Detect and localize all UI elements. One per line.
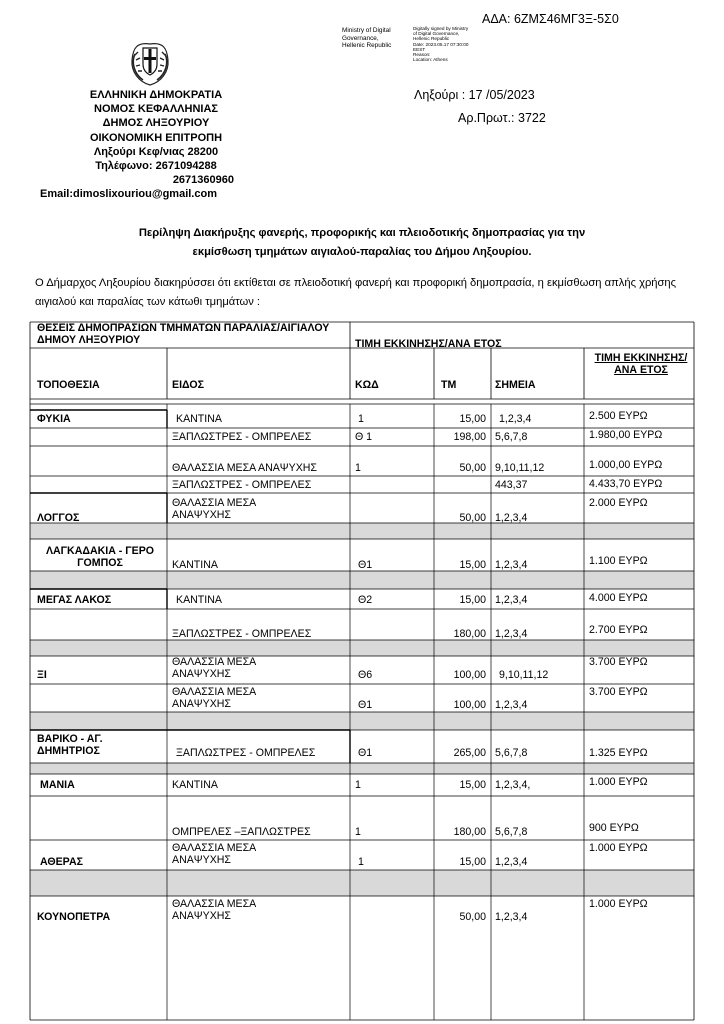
row-location: ΛΑΓΚΑΔΑΚΙΑ - ΓΕΡΟ ΓΟΜΠΟΣ xyxy=(45,545,155,569)
column-header-price: ΤΙΜΗ ΕΚΚΙΝΗΣΗΣ/ΑΝΑ ΕΤΟΣ xyxy=(594,352,688,376)
row-points: 1,2,3,4 xyxy=(495,594,528,606)
signature-detail-line: Location: Athens xyxy=(413,57,448,63)
row-points: 5,6,7,8 xyxy=(495,826,528,838)
row-points: 1,2,3,4 xyxy=(495,911,528,923)
row-kind: ΚΑΝΤΙΝΑ xyxy=(176,594,222,606)
row-location: ΞΙ xyxy=(37,669,47,681)
row-kind: ΚΑΝΤΙΝΑ xyxy=(172,779,218,791)
row-code: Θ1 xyxy=(358,559,373,571)
row-sqm: 50,00 xyxy=(459,462,486,474)
row-price: 1.325 ΕΥΡΩ xyxy=(589,747,648,759)
row-points: 443,37 xyxy=(495,479,528,491)
row-location: ΒΑΡΙΚΟ - ΑΓ. ΔΗΜΗΤΡΙΟΣ xyxy=(37,733,103,757)
row-price: 4.000 ΕΥΡΩ xyxy=(589,592,648,604)
row-location: ΜΕΓΑΣ ΛΑΚΟΣ xyxy=(37,594,112,606)
shaded-separator-row xyxy=(30,870,694,896)
row-price: 1.000 ΕΥΡΩ xyxy=(589,842,648,854)
row-points: 1,2,3,4 xyxy=(495,699,528,711)
row-sqm: 198,00 xyxy=(453,431,486,443)
row-sqm: 180,00 xyxy=(453,628,486,640)
row-sqm: 15,00 xyxy=(459,856,486,868)
row-price: 3.700 ΕΥΡΩ xyxy=(589,686,648,698)
row-sqm: 15,00 xyxy=(459,594,486,606)
shaded-separator-row xyxy=(30,523,694,539)
signature-detail-line: of Digital Governance, xyxy=(413,31,460,37)
row-kind: ΚΑΝΤΙΝΑ xyxy=(176,413,222,425)
row-code: Θ2 xyxy=(358,594,373,606)
row-price: 1.100 ΕΥΡΩ xyxy=(589,555,648,567)
row-sqm: 15,00 xyxy=(459,779,486,791)
shaded-separator-row xyxy=(30,571,694,589)
document-date: Ληξούρι : 17 /05/2023 xyxy=(414,88,535,102)
row-code: 1 xyxy=(358,856,364,868)
org-municipality: ΔΗΜΟΣ ΛΗΞΟΥΡΙΟΥ xyxy=(102,117,210,130)
row-kind: ΘΑΛΑΣΣΙΑ ΜΕΣΑ ΑΝΑΨΥΧΗΣ xyxy=(172,462,317,474)
row-points: 1,2,3,4 xyxy=(499,413,532,425)
row-points: 1,2,3,4, xyxy=(495,779,531,791)
row-sqm: 15,00 xyxy=(459,559,486,571)
row-code: 1 xyxy=(355,779,361,791)
row-location: ΚΟΥΝΟΠΕΤΡΑ xyxy=(37,911,111,923)
shaded-separator-row xyxy=(30,763,694,774)
row-kind: ΞΑΠΛΩΣΤΡΕΣ - ΟΜΠΡΕΛΕΣ xyxy=(176,747,316,759)
org-committee: ΟΙΚΟΝΟΜΙΚΗ ΕΠΙΤΡΟΠΗ xyxy=(89,131,223,144)
row-price: 900 ΕΥΡΩ xyxy=(589,822,639,834)
row-points: 1,2,3,4 xyxy=(495,512,528,524)
signature-detail-line: Digitally signed by Ministry xyxy=(413,26,469,31)
row-code: Θ1 xyxy=(358,699,373,711)
row-kind: ΘΑΛΑΣΣΙΑ ΜΕΣΑ ΑΝΑΨΥΧΗΣ xyxy=(172,656,256,680)
org-email: Email:dimoslixouriou@gmail.com xyxy=(40,188,217,201)
row-kind: ΘΑΛΑΣΣΙΑ ΜΕΣΑ ΑΝΑΨΥΧΗΣ xyxy=(172,686,256,710)
row-points: 1,2,3,4 xyxy=(495,856,528,868)
row-kind: ΘΑΛΑΣΣΙΑ ΜΕΣΑ ΑΝΑΨΥΧΗΣ xyxy=(172,842,256,866)
row-location: ΦΥΚΙΑ xyxy=(37,413,71,425)
row-points: 9,10,11,12 xyxy=(499,669,549,681)
row-kind: ΘΑΛΑΣΣΙΑ ΜΕΣΑ ΑΝΑΨΥΧΗΣ xyxy=(172,898,256,922)
row-sqm: 100,00 xyxy=(453,669,486,681)
row-code: Θ6 xyxy=(358,669,373,681)
row-points: 5,6,7,8 xyxy=(495,431,528,443)
row-location: ΛΟΓΓΟΣ xyxy=(37,512,80,524)
column-header-points: ΣΗΜΕΙΑ xyxy=(495,379,536,391)
shaded-separator-row xyxy=(30,640,694,656)
org-phone: Τηλέφωνο: 2671094288 xyxy=(95,160,217,173)
org-phone-2: 2671360960 xyxy=(172,174,234,187)
row-code: 1 xyxy=(358,413,364,425)
row-kind: ΞΑΠΛΩΣΤΡΕΣ - ΟΜΠΡΕΛΕΣ xyxy=(172,479,312,491)
org-address: Ληξούρι Κεφ/νιας 28200 xyxy=(93,145,219,158)
row-sqm: 180,00 xyxy=(453,826,486,838)
column-header-code: ΚΩΔ xyxy=(355,379,379,391)
signature-detail-line: Date: 2023.05.17 07:30:00 xyxy=(413,41,469,47)
row-price: 2.500 ΕΥΡΩ xyxy=(589,410,648,422)
row-sqm: 50,00 xyxy=(459,512,486,524)
row-price: 3.700 ΕΥΡΩ xyxy=(589,656,648,668)
row-kind: ΟΜΠΡΕΛΕΣ –ΞΑΠΛΩΣΤΡΕΣ xyxy=(172,826,311,838)
row-kind: ΘΑΛΑΣΣΙΑ ΜΕΣΑ ΑΝΑΨΥΧΗΣ xyxy=(172,497,256,521)
ada-code: ΑΔΑ: 6ΖΜΣ46ΜΓ3Ξ-5Σ0 xyxy=(482,12,619,26)
row-price: 1.000 ΕΥΡΩ xyxy=(589,898,648,910)
table-top-header-positions: ΘΕΣΕΙΣ ΔΗΜΟΠΡΑΣΙΩΝ ΤΜΗΜΑΤΩΝ ΠΑΡΑΛΙΑΣ/ΑΙΓΙΑΛΟΥ ΔΗΜΟΥ ΛΗΞΟΥΡΙΟΥ xyxy=(37,322,330,346)
signature-detail-line: Hellenic Republic xyxy=(413,36,450,42)
row-price: 1.000 ΕΥΡΩ xyxy=(589,776,648,788)
row-points: 5,6,7,8 xyxy=(495,747,528,759)
row-location: ΜΑΝΙΑ xyxy=(40,779,75,791)
protocol-number: Αρ.Πρωτ.: 3722 xyxy=(458,111,546,125)
row-points: 1,2,3,4 xyxy=(495,628,528,640)
row-sqm: 50,00 xyxy=(459,911,486,923)
row-points: 1,2,3,4 xyxy=(495,559,528,571)
intro-paragraph: Ο Δήμαρχος Ληξουρίου διακηρύσσει ότι εκτίθεται σε πλειοδοτική φανερή και προφορική δημοπρασία, η εκμίσθωση απλής χρήσης αιγιαλού και παραλίας των κάτωθι τμημάτων : xyxy=(35,277,677,308)
column-header-kind: ΕΙΔΟΣ xyxy=(172,379,204,391)
row-price: 4.433,70 ΕΥΡΩ xyxy=(589,478,663,490)
row-points: 9,10,11,12 xyxy=(495,462,545,474)
signature-detail-line: Reason: xyxy=(413,52,431,58)
signature-detail-line: EEST xyxy=(413,46,426,52)
row-price: 2.700 ΕΥΡΩ xyxy=(589,624,648,636)
row-kind: ΞΑΠΛΩΣΤΡΕΣ - ΟΜΠΡΕΛΕΣ xyxy=(172,628,312,640)
row-price: 2.000 ΕΥΡΩ xyxy=(589,497,648,509)
org-prefecture: ΝΟΜΟΣ ΚΕΦΑΛΛΗΝΙΑΣ xyxy=(94,103,218,116)
signature-issuer-line: Ministry of Digital xyxy=(342,27,391,34)
org-country: ΕΛΛΗΝΙΚΗ ΔΗΜΟΚΡΑΤΙΑ xyxy=(89,89,223,101)
signature-issuer-line: Hellenic Republic xyxy=(342,42,392,50)
row-code: 1 xyxy=(355,462,361,474)
row-code: Θ 1 xyxy=(355,431,373,443)
row-code: Θ1 xyxy=(358,747,373,759)
row-sqm: 265,00 xyxy=(453,747,486,759)
row-sqm: 15,00 xyxy=(459,413,486,425)
row-sqm: 100,00 xyxy=(453,699,486,711)
column-header-location: ΤΟΠΟΘΕΣΙΑ xyxy=(37,379,100,391)
shaded-separator-row xyxy=(30,712,694,730)
row-location: ΑΘΕΡΑΣ xyxy=(40,856,83,868)
row-price: 1.000,00 ΕΥΡΩ xyxy=(589,459,663,471)
summary-title-line-1: Περίληψη Διακήρυξης φανερής, προφορικής και πλειοδοτικής δημοπρασίας για την xyxy=(138,227,586,239)
table-top-header-price: ΤΙΜΗ ΕΚΚΙΝΗΣΗΣ/ΑΝΑ ΕΤΟΣ xyxy=(355,338,502,350)
row-kind: ΞΑΠΛΩΣΤΡΕΣ - ΟΜΠΡΕΛΕΣ xyxy=(172,431,312,443)
row-kind: ΚΑΝΤΙΝΑ xyxy=(172,559,218,571)
column-header-sqm: ΤΜ xyxy=(441,379,457,391)
row-price: 1.980,00 ΕΥΡΩ xyxy=(589,429,663,441)
row-code: 1 xyxy=(355,826,361,838)
signature-issuer-line: Governance, xyxy=(342,34,379,42)
summary-title-line-2: εκμίσθωση τμημάτων αιγιαλού-παραλίας του Δήμου Ληξουρίου. xyxy=(192,246,532,258)
